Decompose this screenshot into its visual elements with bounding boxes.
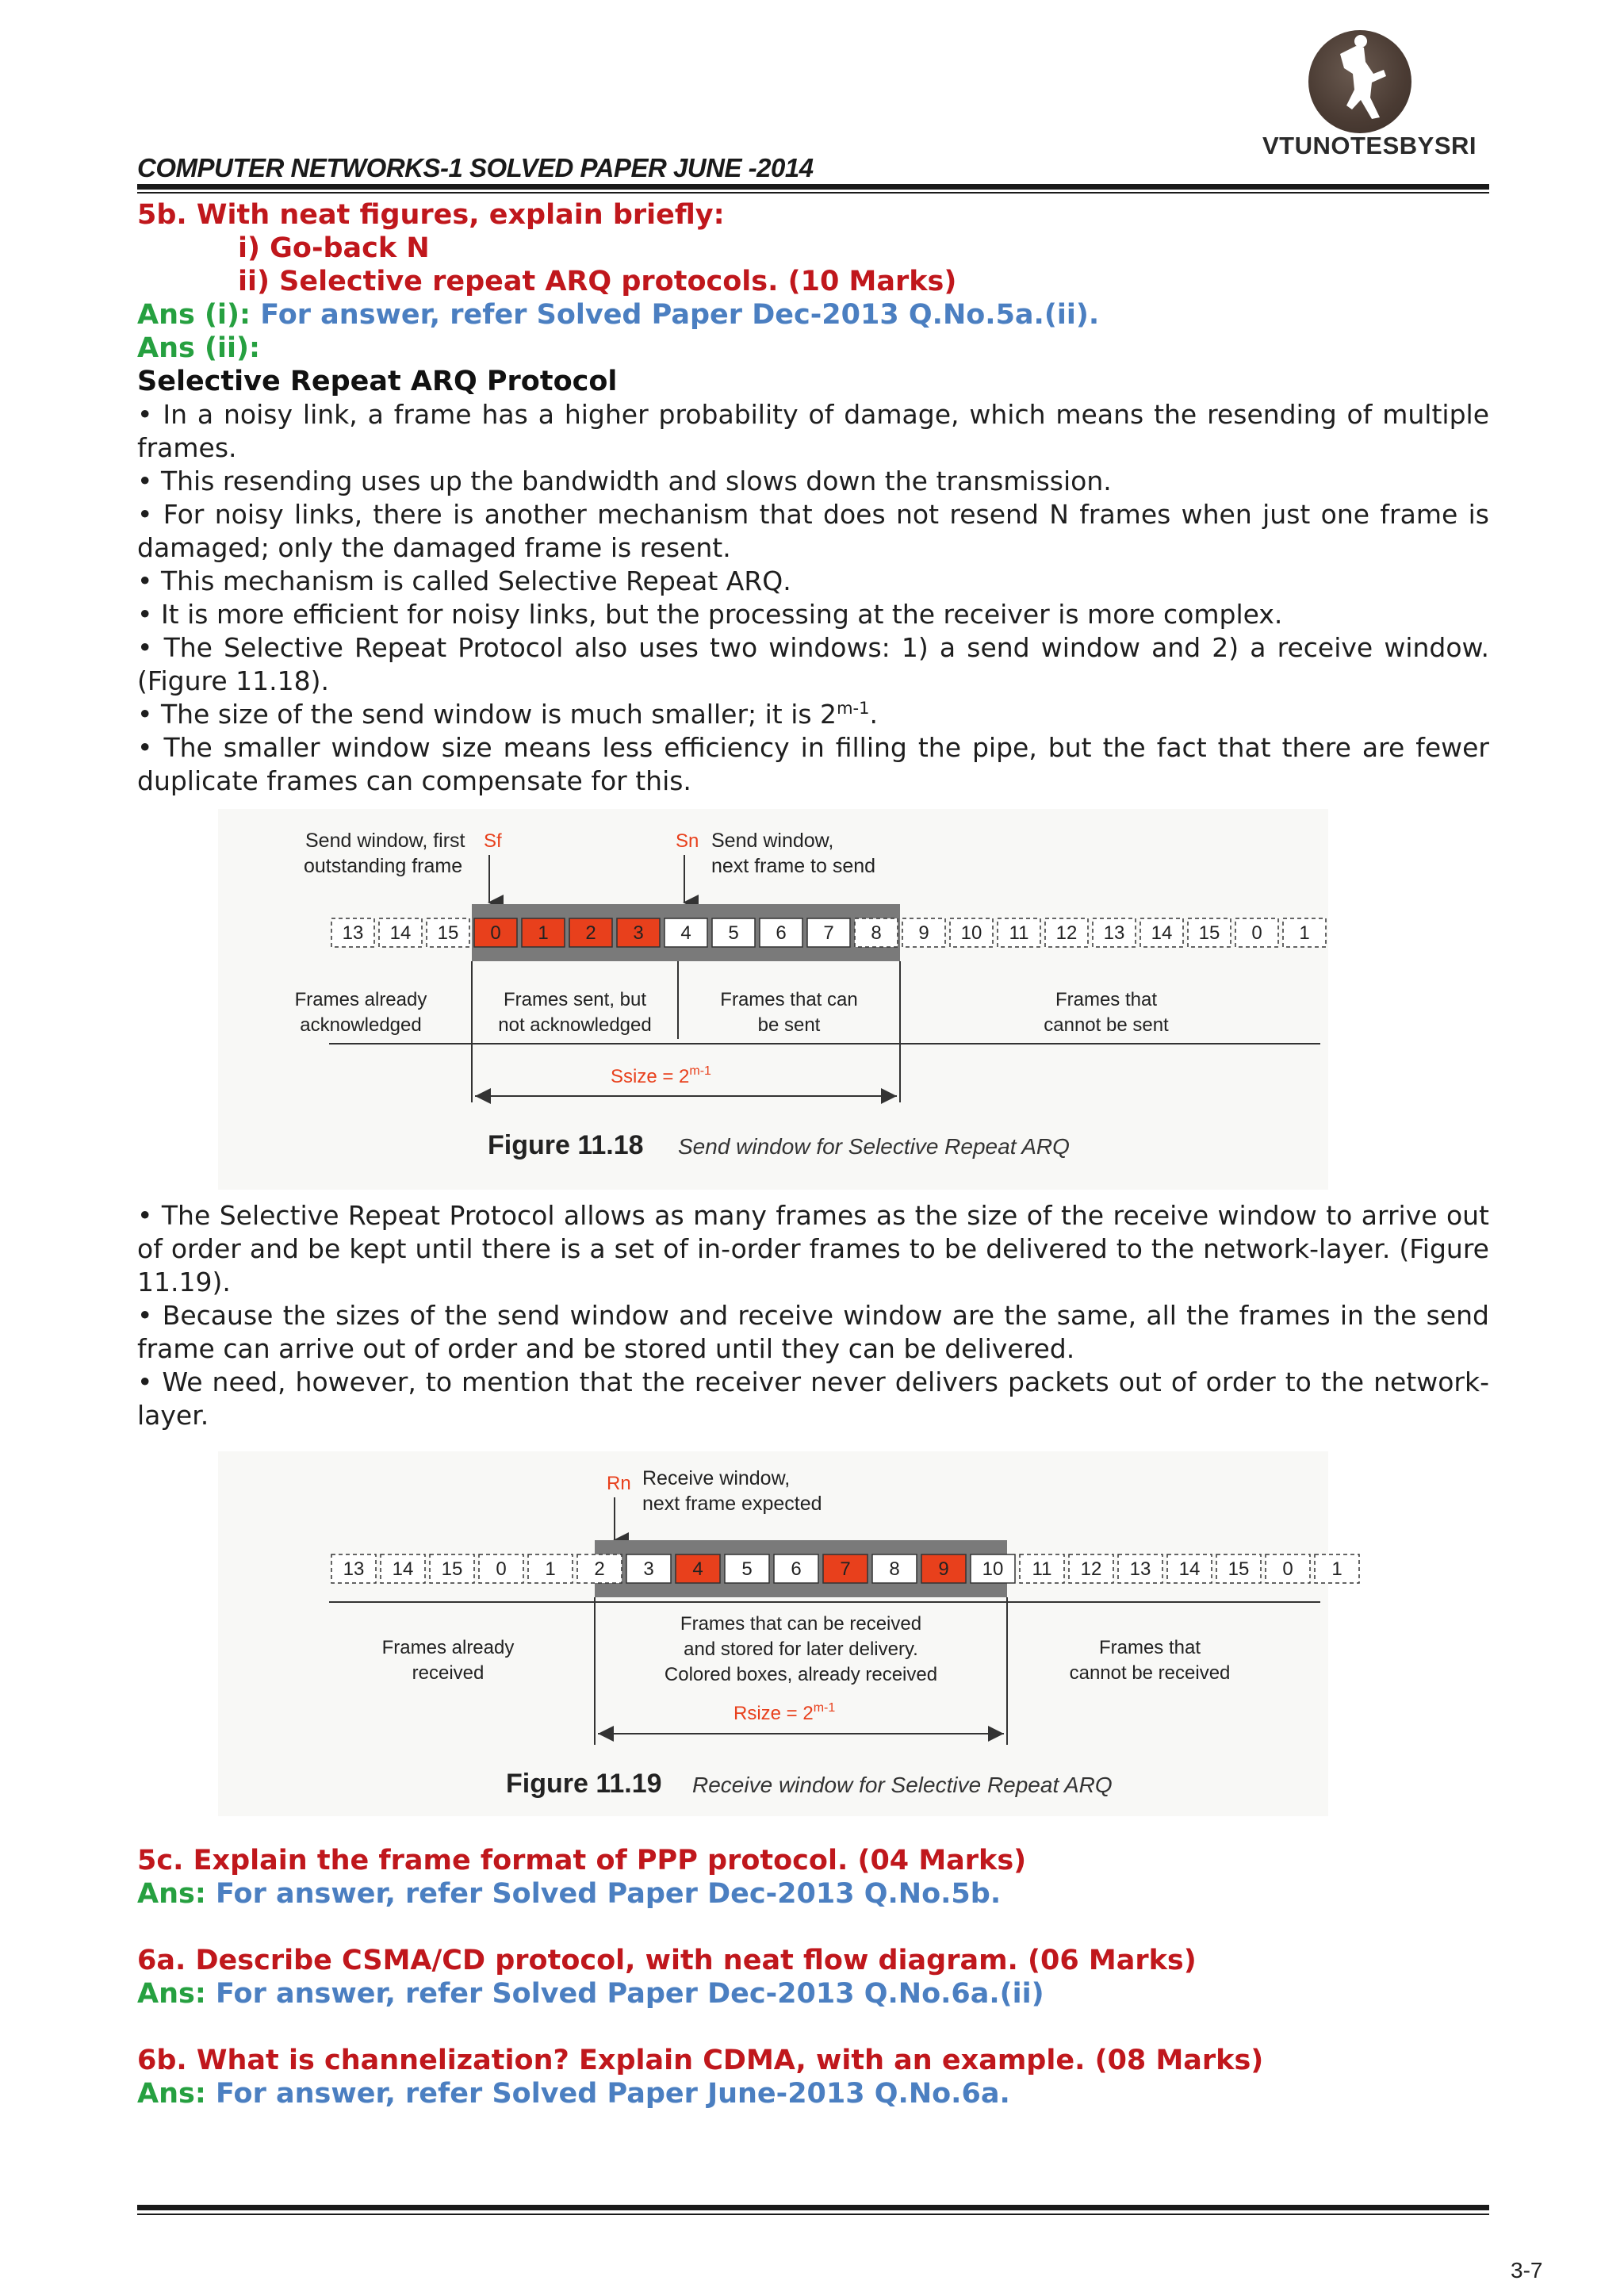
frame-cell-label: 5	[728, 922, 739, 944]
frame-cell-label: 5	[741, 1558, 753, 1580]
region-acknowledged-line2: acknowledged	[300, 1014, 422, 1036]
bullet-in-order-delivery: • We need, however, to mention that the receiver never delivers packets out of order to the network-layer.	[137, 1366, 1489, 1431]
frame-cell-label: 10	[960, 922, 982, 944]
frame-cell-label: 10	[982, 1558, 1004, 1580]
figure-caption-text: Send window for Selective Repeat ARQ	[678, 1134, 1070, 1159]
region-sent-line2: not acknowledged	[498, 1014, 652, 1036]
answer-5c-reference: For answer, refer Solved Paper Dec-2013 Q.No.5b.	[216, 1878, 1002, 1910]
frame-cell-label: 1	[1331, 1558, 1342, 1580]
document-header-title: COMPUTER NETWORKS-1 SOLVED PAPER JUNE -2014	[137, 153, 814, 182]
frame-cell-label: 14	[1151, 922, 1173, 944]
region-cannot-send-line2: cannot be sent	[1044, 1014, 1169, 1036]
section-heading: Selective Repeat ARQ Protocol	[137, 366, 618, 397]
frame-cell-label: 13	[1103, 922, 1125, 944]
bullet-mechanism-name: • This mechanism is called Selective Repeat ARQ.	[137, 565, 791, 596]
region-can-send-line1: Frames that can	[720, 989, 858, 1010]
frame-cell-label: 2	[594, 1558, 605, 1580]
sequence-cells	[331, 1554, 1359, 1583]
question-6b: 6b. What is channelization? Explain CDMA, with an example. (08 Marks)	[137, 2045, 1264, 2076]
sn-label-line2: next frame to send	[711, 855, 876, 877]
frame-cell-label: 12	[1080, 1558, 1102, 1580]
frame-cell-label: 1	[545, 1558, 556, 1580]
region-acknowledged-line1: Frames already	[294, 989, 427, 1010]
answer-6a-reference: For answer, refer Solved Paper Dec-2013 Q.No.6a.(ii)	[216, 1978, 1044, 2010]
answer-ii	[137, 332, 260, 365]
bullet-smaller-window: • The smaller window size means less efficiency in filling the pipe, but the fact that there are fewer duplicate frames can compensate for this.	[137, 732, 1489, 796]
answer-6b-reference: For answer, refer Solved Paper June-2013 Q.No.6a.	[216, 2078, 1010, 2110]
answer-6a-label: Ans:	[137, 1978, 206, 2010]
region-cannot-receive-line2: cannot be received	[1069, 1662, 1231, 1684]
frame-cell-label: 14	[1178, 1558, 1201, 1580]
page-number: 3-7	[1511, 2258, 1543, 2283]
frame-cell-label: 6	[776, 922, 787, 944]
size-label: Rsize = $2^{m-1}$	[733, 1701, 836, 1724]
bullet-two-windows: • The Selective Repeat Protocol also uses two windows: 1) a send window and 2) a receive window. (Figure 11.18).	[137, 632, 1489, 696]
frame-cell-label: 12	[1055, 922, 1078, 944]
figure-11-19	[218, 1451, 1342, 1816]
frame-cell-label: 15	[441, 1558, 463, 1580]
question-5b-part-ii: ii) Selective repeat ARQ protocols. (10 Marks)	[238, 266, 957, 297]
bullet-resending: • This resending uses up the bandwidth and slows down the transmission.	[137, 466, 1112, 496]
region-received-line2: received	[412, 1662, 485, 1684]
frame-cell-label: 7	[840, 1558, 851, 1580]
bullet-receive-window: • The Selective Repeat Protocol allows as many frames as the size of the receive window to arrive out of order and be kept until there is a set of in-order frames to be delivered to the network-layer. (Figure 11.19).	[137, 1200, 1489, 1297]
figure-11-18	[218, 809, 1328, 1190]
answer-6b-label: Ans:	[137, 2078, 206, 2110]
question-6a: 6a. Describe CSMA/CD protocol, with neat flow diagram. (06 Marks)	[137, 1945, 1197, 1976]
logo-text: VTUNOTESBYSRI	[1262, 132, 1477, 159]
question-5b-part-i: i) Go-back N	[238, 232, 430, 264]
window-size-suffix: .	[869, 699, 878, 730]
sn-symbol: Sn	[676, 830, 699, 852]
question-5b-title: 5b. With neat figures, explain briefly:	[137, 199, 725, 231]
answer-6a	[137, 1977, 1044, 2010]
region-can-receive-line1: Frames that can be received	[680, 1613, 922, 1635]
frame-cell-label: 0	[490, 922, 501, 944]
frame-cell-label: 4	[692, 1558, 703, 1580]
frame-cell-label: 13	[343, 1558, 365, 1580]
frame-cell-label: 7	[823, 922, 834, 944]
region-sent-line1: Frames sent, but	[503, 989, 647, 1010]
frame-cell-label: 4	[680, 922, 691, 944]
sf-label-line1: Send window, first	[305, 830, 465, 852]
region-cannot-send-line1: Frames that	[1055, 989, 1158, 1010]
region-received-line1: Frames already	[381, 1637, 515, 1658]
footer-rule-thin	[137, 2214, 1489, 2215]
answer-6b	[137, 2077, 1010, 2110]
answer-ii-label: Ans (ii):	[137, 332, 261, 364]
rn-label-line1: Receive window,	[642, 1467, 791, 1489]
window-size-prefix: • The size of the send window is much smaller; it is 2	[137, 699, 837, 730]
frame-cell-label: 0	[496, 1558, 507, 1580]
sf-label-line2: outstanding frame	[304, 855, 463, 877]
frame-cell-label: 2	[585, 922, 596, 944]
frame-cell-label: 1	[538, 922, 549, 944]
size-label: Ssize = $2^{m-1}$	[611, 1064, 711, 1087]
rn-label-line2: next frame expected	[642, 1493, 822, 1515]
sn-label-line1: Send window,	[711, 830, 834, 852]
frame-cell-label: 14	[389, 922, 412, 944]
frame-cell-label: 15	[1228, 1558, 1250, 1580]
frame-cell-label: 14	[392, 1558, 414, 1580]
region-can-receive-line3: Colored boxes, already received	[664, 1664, 938, 1685]
bullet-same-sizes: • Because the sizes of the send window and receive window are the same, all the frames in the send frame can arrive out of order and be stored until they can be delivered.	[137, 1300, 1489, 1364]
frame-cell-label: 9	[938, 1558, 949, 1580]
frame-cell-label: 0	[1251, 922, 1262, 944]
question-5c: 5c. Explain the frame format of PPP protocol. (04 Marks)	[137, 1845, 1027, 1876]
sf-symbol: Sf	[484, 830, 502, 852]
frame-cell-label: 15	[1198, 922, 1220, 944]
frame-cell-label: 11	[1032, 1558, 1052, 1580]
footer-rule	[137, 2205, 1489, 2210]
bullet-noisy-mechanism: • For noisy links, there is another mechanism that does not resend N frames when just one frame is damaged; only the damaged frame is resent.	[137, 499, 1489, 563]
frame-cell-label: 3	[643, 1558, 654, 1580]
header-rule	[137, 184, 1489, 190]
region-can-send-line2: be sent	[757, 1014, 821, 1036]
rn-symbol: Rn	[607, 1473, 631, 1494]
answer-5c-label: Ans:	[137, 1878, 206, 1910]
bullet-efficiency: • It is more efficient for noisy links, but the processing at the receiver is more complex.	[137, 599, 1283, 630]
answer-5c	[137, 1877, 1001, 1911]
sequence-cells	[331, 918, 1326, 947]
frame-cell-label: 0	[1282, 1558, 1293, 1580]
region-can-receive-line2: and stored for later delivery.	[684, 1639, 918, 1660]
figure-caption-text: Receive window for Selective Repeat ARQ	[692, 1773, 1113, 1797]
bullet-noisy-link: • In a noisy link, a frame has a higher probability of damage, which means the resending of multiple frames.	[137, 399, 1489, 463]
window-size-exponent: m-1	[837, 699, 870, 718]
frame-cell-label: 3	[633, 922, 644, 944]
region-cannot-receive-line1: Frames that	[1098, 1637, 1201, 1658]
answer-i-reference: For answer, refer Solved Paper Dec-2013 Q.No.5a.(ii).	[260, 299, 1100, 331]
frame-cell-label: 8	[871, 922, 882, 944]
frame-cell-label: 9	[918, 922, 929, 944]
header-rule-thin	[137, 192, 1489, 194]
frame-cell-label: 1	[1299, 922, 1310, 944]
answer-i-label: Ans (i):	[137, 299, 251, 331]
figure-caption-number: Figure 11.19	[506, 1769, 662, 1799]
frame-cell-label: 13	[1129, 1558, 1151, 1580]
frame-cell-label: 11	[1009, 922, 1029, 944]
bullet-window-size	[137, 698, 878, 731]
figure-caption-number: Figure 11.18	[488, 1130, 644, 1160]
frame-cell-label: 13	[342, 922, 364, 944]
logo-icon	[1308, 30, 1411, 133]
frame-cell-label: 8	[889, 1558, 900, 1580]
frame-cell-label: 6	[791, 1558, 802, 1580]
answer-i	[137, 298, 1099, 332]
frame-cell-label: 15	[437, 922, 459, 944]
